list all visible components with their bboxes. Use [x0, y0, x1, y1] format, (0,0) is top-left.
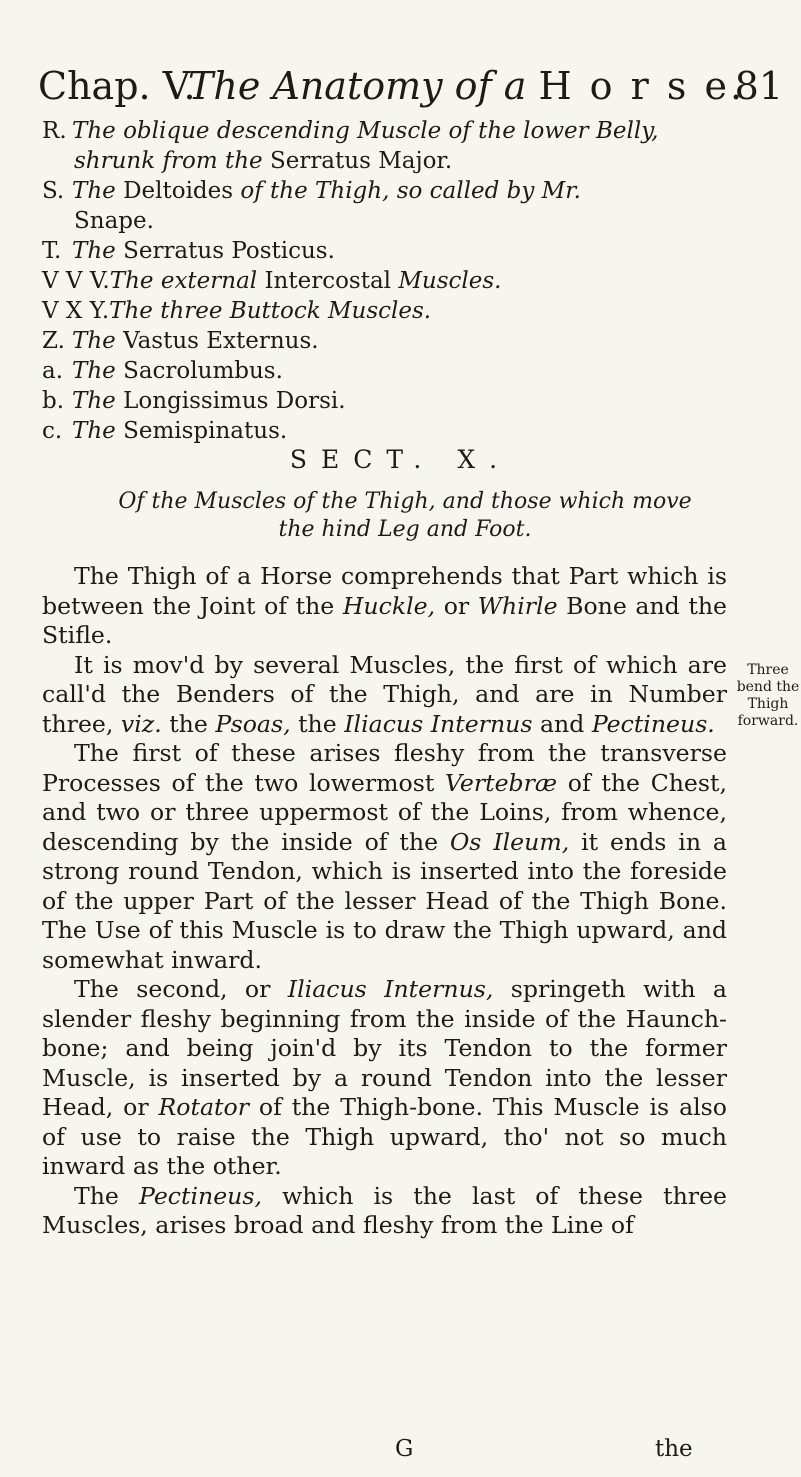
legend-row: [42, 296, 742, 326]
legend-text: Muscles.: [398, 268, 502, 294]
paragraph-text: Pectineus.: [591, 709, 715, 738]
paragraph-text: The second, or: [74, 975, 288, 1003]
catchword: the: [655, 1436, 693, 1462]
paragraph-text: Rotator: [158, 1093, 249, 1121]
paragraph-text: Iliacus Internus,: [287, 975, 494, 1003]
running-title: [188, 62, 745, 110]
paragraph-text: the: [290, 709, 345, 738]
legend-text: The: [72, 178, 124, 204]
paragraph-text: springeth with a slender fleshy beginning from the inside of the Haunch-bone; and being join'd by its Tendon to the former Muscle, is inserted by a round Tendon into the lesser Head, or: [42, 975, 727, 1121]
paragraph-text: Iliacus Internus: [344, 709, 533, 738]
legend-row: [42, 386, 742, 416]
legend-row: [42, 116, 742, 146]
legend-key: R.: [42, 118, 67, 144]
legend-row: [42, 266, 742, 296]
margin-note: Three bend the Thigh forward.: [736, 662, 800, 729]
legend-text: The three Buttock Muscles.: [109, 298, 432, 324]
legend-key: b.: [42, 388, 65, 414]
page-number: 81: [734, 64, 783, 108]
paragraph-text: Bone and the Stifle.: [42, 591, 727, 649]
legend-key: V X Y.: [42, 298, 110, 324]
legend-row: [42, 176, 742, 206]
legend-text: Sacrolumbus.: [123, 358, 283, 384]
running-title-horse: H o r s e.: [538, 64, 746, 108]
paragraph-text: The: [74, 1181, 139, 1210]
legend-key: S.: [42, 178, 65, 204]
legend-text: Serratus Posticus.: [123, 238, 335, 264]
legend-row: [42, 146, 742, 176]
paragraph-text: of the Thigh-bone. This Muscle is also of use to raise the Thigh upward, tho' not so much inward as the other.: [42, 1093, 727, 1180]
legend-key: T.: [42, 238, 62, 264]
body-paragraph: [42, 739, 727, 975]
paragraph-text: Vertebræ: [444, 768, 558, 797]
paragraph-text: viz.: [120, 709, 162, 738]
paragraph-text: Psoas,: [215, 709, 291, 738]
legend-key: c.: [42, 418, 63, 444]
paragraph-text: Os Ileum,: [449, 827, 570, 856]
section-subtitle-line: Of the Muscles of the Thigh, and those which move: [118, 489, 692, 514]
legend-text: of the Thigh, so called by Mr.: [240, 178, 581, 204]
legend-text: The: [72, 238, 124, 264]
body-paragraph: [42, 562, 727, 651]
paragraph-text: it ends in a strong round Tendon, which is inserted into the foreside of the upper Part of the lesser Head of the Thigh Bone. The Use of this Muscle is to draw the Thigh upward, and somewhat inward.: [42, 827, 727, 974]
section-subtitle: [80, 488, 730, 544]
paragraph-text: and: [532, 709, 592, 738]
legend-text: Semispinatus.: [123, 418, 288, 444]
legend-text: The oblique descending Muscle of the lower Belly,: [72, 118, 659, 144]
legend-row: [42, 326, 742, 356]
legend-text: Deltoides: [123, 178, 241, 204]
paragraph-text: Pectineus,: [139, 1181, 262, 1210]
legend-key: V V V.: [42, 268, 110, 294]
section-heading: SECT. X.: [289, 445, 512, 474]
legend-text: The: [72, 388, 124, 414]
paragraph-text: The first of these arises fleshy from the transverse Processes of the two lowermost: [42, 739, 727, 797]
legend-row: [42, 206, 742, 236]
legend-text: Intercostal: [264, 268, 399, 294]
body-paragraph: [42, 651, 727, 740]
body-paragraph: [42, 975, 727, 1182]
chapter-label: Chap. V.: [38, 64, 196, 108]
legend-text: Snape.: [74, 208, 154, 234]
legend-key: Z.: [42, 328, 65, 354]
paragraph-text: or: [435, 591, 478, 620]
running-header: [38, 62, 783, 110]
legend-text: Longissimus Dorsi.: [123, 388, 346, 414]
legend-key: a.: [42, 358, 64, 384]
paragraph-text: It is mov'd by several Muscles, the first of which are call'd the Benders of the Thigh, and are in Number three,: [42, 650, 727, 738]
legend-text: Vastus Externus.: [123, 328, 319, 354]
legend-text: The external: [109, 268, 265, 294]
body-text: [42, 562, 727, 1241]
signature-mark: G: [395, 1436, 414, 1462]
paragraph-text: which is the last of these three Muscles, arises broad and fleshy from the Line of: [42, 1181, 727, 1239]
paragraph-text: of the Chest, and two or three uppermost of the Loins, from whence, descending by the inside of the: [42, 768, 727, 856]
paragraph-text: the: [161, 709, 216, 738]
paragraph-text: The Thigh of a Horse comprehends that Part which is between the Joint of the: [42, 562, 727, 620]
body-paragraph: [42, 1182, 727, 1241]
legend-text: Serratus Major.: [262, 148, 453, 174]
legend-text: shrunk from the: [74, 148, 263, 174]
running-title-italic: The Anatomy of a: [188, 64, 527, 108]
legend-row: [42, 356, 742, 386]
paragraph-text: Whirle: [477, 591, 558, 620]
legend-row: [42, 416, 742, 446]
section-subtitle-line: the hind Leg and Foot.: [278, 517, 532, 542]
legend-text: The: [72, 328, 124, 354]
legend-text: The: [72, 418, 124, 444]
legend-row: [42, 236, 742, 266]
figure-legend: [42, 116, 742, 446]
legend-text: The: [72, 358, 124, 384]
paragraph-text: Huckle,: [342, 591, 436, 620]
